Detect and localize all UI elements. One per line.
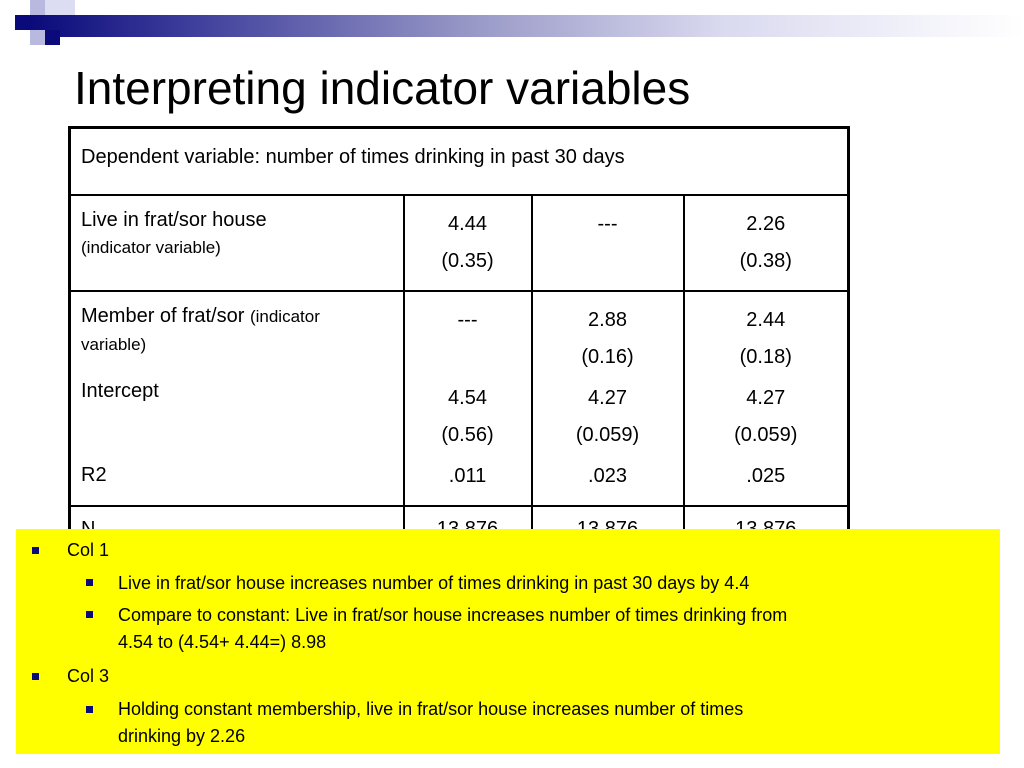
member-label-line (81, 302, 393, 331)
header-square-lavender-lower (30, 30, 45, 45)
header-square-navy-lower (45, 30, 60, 45)
live-col2 (532, 195, 684, 291)
mid-col1 (404, 291, 532, 506)
intercept-col2-se: (0.059) (575, 424, 640, 446)
bullet-icon (86, 611, 93, 618)
live-col1-coef: 4.44 (448, 213, 487, 235)
live-col3-se: (0.38) (739, 250, 792, 272)
table-row-member-intercept-r2 (70, 291, 849, 506)
notes-box (16, 529, 1000, 754)
intercept-label: Intercept (81, 380, 159, 402)
live-col1 (404, 195, 532, 291)
regression-results-table (68, 126, 850, 561)
intercept-col1-se: (0.56) (441, 424, 494, 446)
live-col3 (684, 195, 849, 291)
dependent-variable-label: Dependent variable: number of times drinking in past 30 days (70, 128, 849, 196)
live-sublabel: (indicator variable) (81, 238, 221, 257)
mid-col3 (684, 291, 849, 506)
live-col2-coef: --- (597, 213, 618, 235)
bullet-icon (32, 673, 39, 680)
r2-label: R2 (81, 464, 107, 486)
member-col2-se: (0.16) (581, 346, 634, 368)
live-label: Live in frat/sor house (81, 209, 267, 231)
member-col1-se (409, 339, 527, 376)
header-gradient-bar (30, 15, 1024, 37)
bullet-icon (86, 579, 93, 586)
member-col1-coef: --- (457, 309, 478, 331)
note-col1-heading: Col 1 (67, 540, 110, 560)
note-col3-point-1: Holding constant membership, live in frat/sor house increases number of times (118, 699, 744, 719)
mid-col2 (532, 291, 684, 506)
r2-col2: .023 (588, 465, 627, 487)
table-row-live (70, 195, 849, 291)
row-labels-member-intercept-r2 (70, 291, 404, 506)
header-square-pale (45, 0, 75, 15)
live-col1-se: (0.35) (441, 250, 494, 272)
note-col3-point-1-cont: drinking by 2.26 (118, 726, 246, 746)
intercept-col1-coef: 4.54 (448, 387, 487, 409)
intercept-col3-se: (0.059) (734, 424, 798, 446)
note-col1-point-2-cont: 4.54 to (4.54+ 4.44=) 8.98 (118, 632, 327, 652)
member-label: Member of frat/sor (81, 305, 245, 327)
bullet-icon (32, 547, 39, 554)
member-col3-se: (0.18) (739, 346, 792, 368)
dependent-variable-row (70, 128, 849, 196)
intercept-col3-coef: 4.27 (746, 387, 786, 409)
header-square-lavender (30, 0, 45, 15)
bullet-icon (86, 706, 93, 713)
member-sublabel-b: variable) (81, 335, 147, 354)
member-col3-coef: 2.44 (746, 309, 786, 331)
r2-col1: .011 (448, 465, 487, 487)
note-col3-heading: Col 3 (67, 666, 110, 686)
header-square-navy (15, 15, 30, 30)
row-label-live (70, 195, 404, 291)
live-col3-coef: 2.26 (746, 213, 786, 235)
member-sublabel-a: (indicator (249, 307, 320, 326)
note-col1-point-2: Compare to constant: Live in frat/sor house increases number of times drinking from (118, 605, 788, 625)
r2-col3: .025 (746, 465, 786, 487)
member-col2-coef: 2.88 (588, 309, 627, 331)
note-col1-point-1: Live in frat/sor house increases number of times drinking in past 30 days by 4.4 (118, 573, 750, 593)
intercept-col2-coef: 4.27 (588, 387, 627, 409)
slide-title: Interpreting indicator variables (74, 62, 691, 114)
